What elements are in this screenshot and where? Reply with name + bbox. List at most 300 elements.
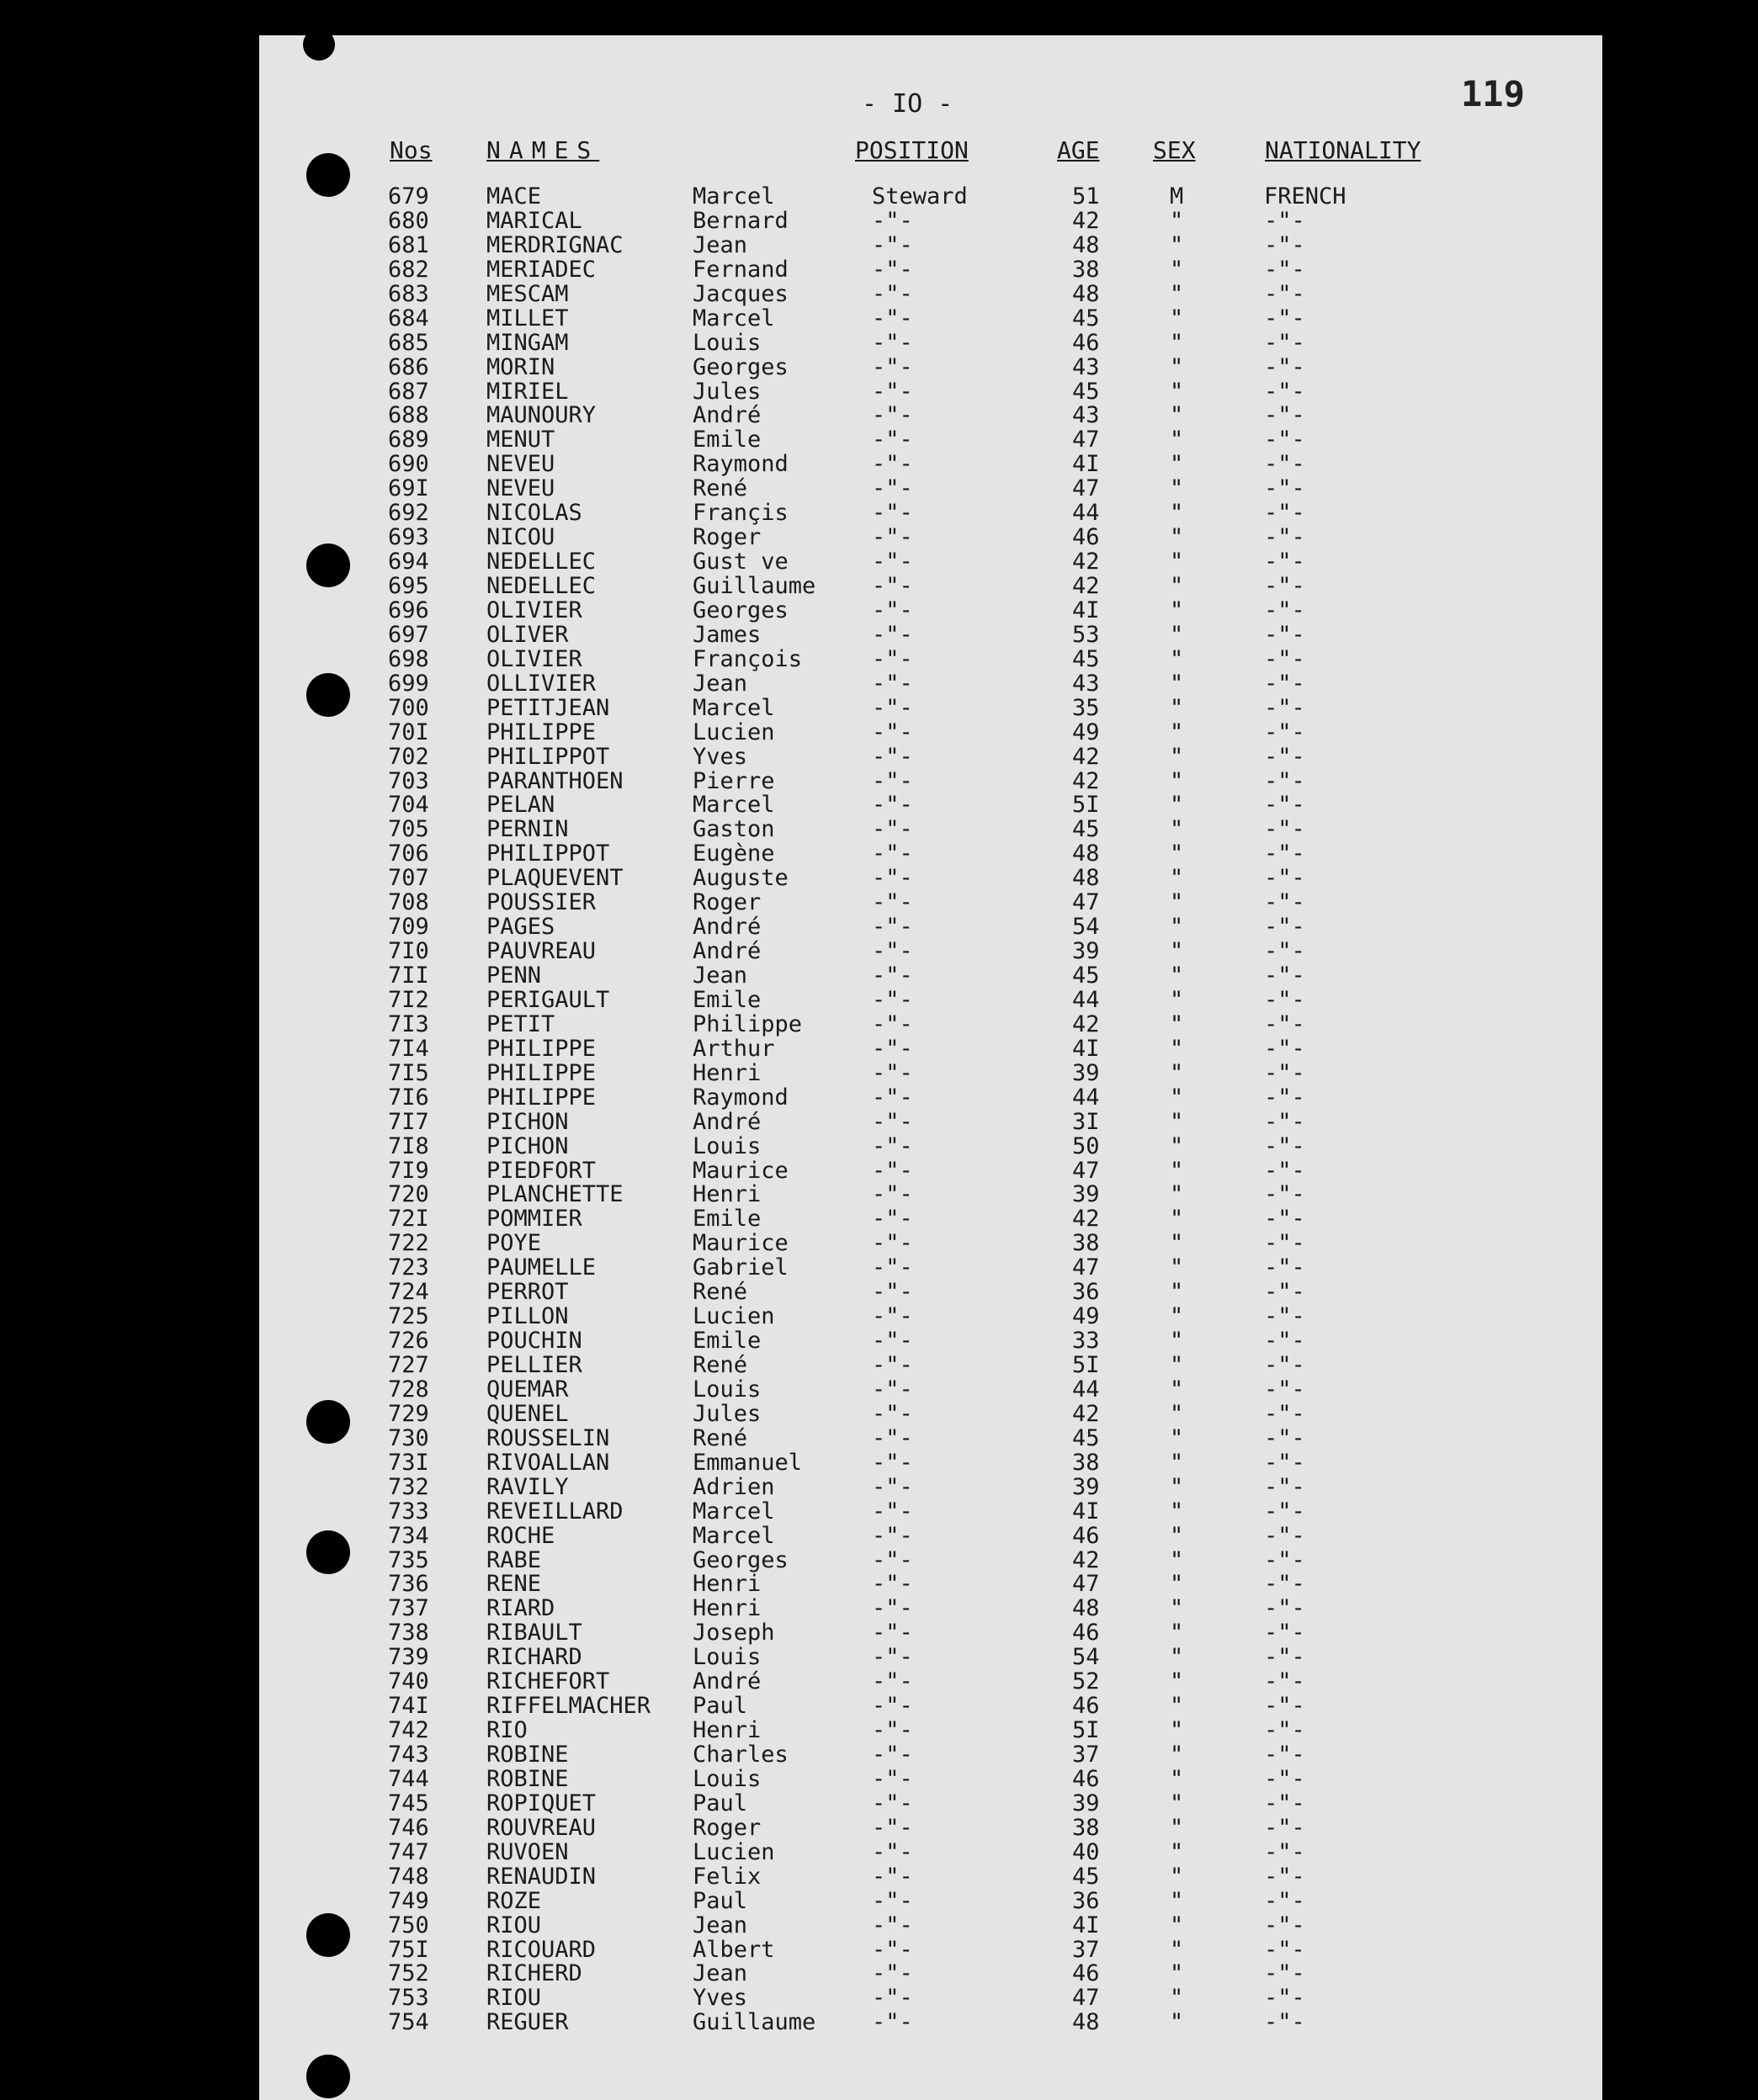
position: -"- (872, 1254, 913, 1281)
table-row (259, 890, 1602, 915)
position: -"- (872, 305, 913, 331)
first-name: Roger (693, 1814, 762, 1841)
sex: " (1170, 402, 1184, 429)
table-row (259, 769, 1602, 793)
first-name: Emmanuel (693, 1449, 803, 1476)
row-number: 683 (388, 280, 429, 307)
table-row (259, 1377, 1602, 1402)
first-name: Raymond (693, 1084, 789, 1111)
sex: " (1170, 1863, 1184, 1890)
position: -"- (872, 1863, 913, 1890)
age: 42 (1072, 549, 1100, 575)
age: 52 (1072, 1668, 1100, 1695)
nationality: -"- (1264, 865, 1305, 892)
age: 43 (1072, 670, 1100, 697)
sex: " (1170, 1449, 1184, 1476)
nationality: -"- (1264, 1571, 1305, 1598)
position: -"- (872, 1352, 913, 1378)
first-name: Auguste (693, 865, 789, 892)
punch-hole (303, 29, 335, 61)
first-name: Emile (693, 427, 762, 453)
age: 49 (1072, 1303, 1100, 1330)
surname: POUSSIER (486, 889, 597, 916)
position: -"- (872, 256, 913, 283)
age: 42 (1072, 767, 1100, 794)
position: -"- (872, 938, 913, 965)
age: 46 (1072, 524, 1100, 551)
row-number: 695 (388, 573, 429, 599)
header-position: POSITION (855, 136, 969, 164)
nationality: -"- (1264, 1424, 1305, 1451)
table-row (259, 525, 1602, 549)
surname: MENUT (486, 427, 555, 453)
nationality: -"- (1264, 1985, 1305, 2012)
surname: PHILIPPE (486, 1059, 597, 1086)
position: -"- (872, 1108, 913, 1135)
surname: PIEDFORT (486, 1157, 597, 1184)
sex: " (1170, 1498, 1184, 1525)
first-name: Pierre (693, 767, 775, 794)
sex: " (1170, 1887, 1184, 1914)
position: -"- (872, 1571, 913, 1598)
first-name: Yves (693, 1985, 748, 2012)
position: -"- (872, 231, 913, 258)
age: 46 (1072, 1522, 1100, 1549)
nationality: -"- (1264, 1620, 1305, 1647)
age: 40 (1072, 1838, 1100, 1865)
row-number: 70I (388, 719, 429, 745)
table-row (259, 184, 1602, 209)
surname: PICHON (486, 1132, 569, 1159)
age: 44 (1072, 1376, 1100, 1403)
sex: " (1170, 1181, 1184, 1208)
table-row (259, 1596, 1602, 1620)
row-number: 7I5 (388, 1059, 429, 1086)
first-name: André (693, 402, 762, 429)
table-row (259, 866, 1602, 890)
surname: OLIVER (486, 621, 569, 648)
table-row (259, 1791, 1602, 1816)
nationality: -"- (1264, 378, 1305, 405)
nationality: FRENCH (1264, 183, 1346, 209)
age: 53 (1072, 621, 1100, 648)
first-name: James (693, 621, 762, 648)
position: -"- (872, 743, 913, 770)
header-nos: Nos (390, 136, 433, 164)
row-number: 689 (388, 427, 429, 453)
position: -"- (872, 1960, 913, 1987)
age: 4I (1072, 1912, 1100, 1938)
position: -"- (872, 207, 913, 234)
age: 4I (1072, 1498, 1100, 1525)
row-number: 707 (388, 865, 429, 892)
age: 45 (1072, 645, 1100, 672)
age: 38 (1072, 1230, 1100, 1257)
header-nationality: NATIONALITY (1265, 136, 1421, 164)
table-row (259, 1816, 1602, 1840)
table-row (259, 476, 1602, 501)
nationality: -"- (1264, 1035, 1305, 1062)
position: -"- (872, 645, 913, 672)
row-number: 7I2 (388, 986, 429, 1013)
table-row (259, 1767, 1602, 1791)
surname: OLIVIER (486, 645, 582, 672)
nationality: -"- (1264, 1693, 1305, 1720)
nationality: -"- (1264, 1498, 1305, 1525)
table-row (259, 793, 1602, 817)
table-row (259, 355, 1602, 379)
row-number: 725 (388, 1303, 429, 1330)
row-number: 74I (388, 1693, 429, 1720)
surname: PHILIPPE (486, 1035, 597, 1062)
first-name: Gabriel (693, 1254, 789, 1281)
position: -"- (872, 1157, 913, 1184)
row-number: 722 (388, 1230, 429, 1257)
sheet-number-stamp: 119 (1461, 73, 1525, 114)
row-number: 752 (388, 1960, 429, 1987)
first-name: Philippe (693, 1010, 803, 1037)
surname: PLANCHETTE (486, 1181, 624, 1208)
first-name: Marcel (693, 1498, 775, 1525)
position: -"- (872, 1206, 913, 1233)
position: -"- (872, 1035, 913, 1062)
table-row (259, 1669, 1602, 1694)
first-name: Henri (693, 1181, 762, 1208)
surname: MACE (486, 183, 542, 209)
position: -"- (872, 865, 913, 892)
table-row (259, 331, 1602, 355)
row-number: 694 (388, 549, 429, 575)
nationality: -"- (1264, 645, 1305, 672)
position: -"- (872, 500, 913, 527)
first-name: Felix (693, 1863, 762, 1890)
surname: PERROT (486, 1279, 569, 1306)
row-number: 702 (388, 743, 429, 770)
surname: MORIN (486, 353, 555, 380)
first-name: René (693, 475, 748, 502)
nationality: -"- (1264, 792, 1305, 819)
table-row (259, 1328, 1602, 1353)
surname: RIOU (486, 1912, 542, 1938)
surname: RIARD (486, 1595, 555, 1622)
table-row (259, 1402, 1602, 1426)
first-name: André (693, 914, 762, 941)
table-row (259, 1572, 1602, 1596)
nationality: -"- (1264, 841, 1305, 867)
position: -"- (872, 841, 913, 867)
sex: " (1170, 1644, 1184, 1671)
age: 47 (1072, 427, 1100, 453)
table-row (259, 306, 1602, 331)
first-name: Gust ve (693, 549, 789, 575)
nationality: -"- (1264, 573, 1305, 599)
sex: " (1170, 475, 1184, 502)
table-row (259, 233, 1602, 257)
surname: MESCAM (486, 280, 569, 307)
sex: " (1170, 500, 1184, 527)
table-row (259, 501, 1602, 525)
nationality: -"- (1264, 670, 1305, 697)
sex: " (1170, 938, 1184, 965)
crew-list (259, 184, 1602, 2034)
row-number: 732 (388, 1473, 429, 1500)
first-name: Louis (693, 1644, 762, 1671)
table-row (259, 549, 1602, 574)
position: -"- (872, 1376, 913, 1403)
age: 47 (1072, 1985, 1100, 2012)
surname: PAGES (486, 914, 555, 941)
surname: RICHEFORT (486, 1668, 610, 1695)
row-number: 687 (388, 378, 429, 405)
row-number: 723 (388, 1254, 429, 1281)
position: -"- (872, 573, 913, 599)
age: 5I (1072, 1717, 1100, 1744)
first-name: Jean (693, 231, 748, 258)
first-name: Lucien (693, 1303, 775, 1330)
position: -"- (872, 816, 913, 843)
nationality: -"- (1264, 1157, 1305, 1184)
age: 4I (1072, 1035, 1100, 1062)
nationality: -"- (1264, 1181, 1305, 1208)
row-number: 705 (388, 816, 429, 843)
sex: " (1170, 1254, 1184, 1281)
punch-hole (306, 2055, 350, 2098)
nationality: -"- (1264, 621, 1305, 648)
row-number: 72I (388, 1206, 429, 1233)
row-number: 680 (388, 207, 429, 234)
row-number: 704 (388, 792, 429, 819)
nationality: -"- (1264, 1887, 1305, 1914)
nationality: -"- (1264, 1742, 1305, 1768)
row-number: 708 (388, 889, 429, 916)
position: -"- (872, 1814, 913, 1841)
surname: PLAQUEVENT (486, 865, 624, 892)
row-number: 7I6 (388, 1084, 429, 1111)
sex: " (1170, 889, 1184, 916)
row-number: 749 (388, 1887, 429, 1914)
nationality: -"- (1264, 2009, 1305, 2036)
row-number: 735 (388, 1546, 429, 1573)
sex: " (1170, 207, 1184, 234)
age: 38 (1072, 1814, 1100, 1841)
first-name: René (693, 1279, 748, 1306)
first-name: Emile (693, 986, 762, 1013)
sex: " (1170, 1352, 1184, 1378)
nationality: -"- (1264, 1010, 1305, 1037)
row-number: 706 (388, 841, 429, 867)
position: -"- (872, 1985, 913, 2012)
first-name: André (693, 1108, 762, 1135)
position: -"- (872, 1059, 913, 1086)
age: 46 (1072, 1960, 1100, 1987)
row-number: 7I9 (388, 1157, 429, 1184)
table-row (259, 623, 1602, 647)
surname: ROCHE (486, 1522, 555, 1549)
nationality: -"- (1264, 1960, 1305, 1987)
position: -"- (872, 719, 913, 745)
table-row (259, 1840, 1602, 1864)
nationality: -"- (1264, 1449, 1305, 1476)
surname: RABE (486, 1546, 542, 1573)
first-name: Marcel (693, 792, 775, 819)
sex: " (1170, 1035, 1184, 1062)
row-number: 733 (388, 1498, 429, 1525)
first-name: André (693, 938, 762, 965)
sex: " (1170, 1132, 1184, 1159)
row-number: 696 (388, 597, 429, 623)
nationality: -"- (1264, 1230, 1305, 1257)
surname: MARICAL (486, 207, 582, 234)
row-number: 690 (388, 451, 429, 478)
position: -"- (872, 792, 913, 819)
age: 48 (1072, 841, 1100, 867)
row-number: 724 (388, 1279, 429, 1306)
position: -"- (872, 549, 913, 575)
row-number: 703 (388, 767, 429, 794)
nationality: -"- (1264, 694, 1305, 721)
row-number: 697 (388, 621, 429, 648)
row-number: 737 (388, 1595, 429, 1622)
position: -"- (872, 2009, 913, 2036)
first-name: Marcel (693, 305, 775, 331)
position: -"- (872, 1498, 913, 1525)
surname: NEVEU (486, 475, 555, 502)
surname: PETIT (486, 1010, 555, 1037)
table-row (259, 817, 1602, 841)
age: 47 (1072, 475, 1100, 502)
table-row (259, 963, 1602, 988)
row-number: 688 (388, 402, 429, 429)
age: 4I (1072, 451, 1100, 478)
first-name: Arthur (693, 1035, 775, 1062)
position: -"- (872, 427, 913, 453)
first-name: Eugène (693, 841, 775, 867)
position: -"- (872, 1010, 913, 1037)
table-row (259, 720, 1602, 745)
sex: " (1170, 1571, 1184, 1598)
surname: PAUMELLE (486, 1254, 597, 1281)
sex: " (1170, 1376, 1184, 1403)
age: 48 (1072, 865, 1100, 892)
position: -"- (872, 1644, 913, 1671)
surname: MERIADEC (486, 256, 597, 283)
first-name: Henri (693, 1571, 762, 1598)
row-number: 7I0 (388, 938, 429, 965)
nationality: -"- (1264, 1084, 1305, 1111)
nationality: -"- (1264, 475, 1305, 502)
sex: " (1170, 1400, 1184, 1427)
surname: PHILIPPE (486, 719, 597, 745)
table-row (259, 1718, 1602, 1742)
nationality: -"- (1264, 402, 1305, 429)
position: -"- (872, 524, 913, 551)
age: 46 (1072, 1765, 1100, 1792)
table-row (259, 1426, 1602, 1450)
sex: " (1170, 1620, 1184, 1647)
first-name: Jean (693, 962, 748, 989)
age: 36 (1072, 1887, 1100, 1914)
position: -"- (872, 451, 913, 478)
row-number: 726 (388, 1328, 429, 1355)
sex: " (1170, 451, 1184, 478)
first-name: Jacques (693, 280, 789, 307)
age: 54 (1072, 1644, 1100, 1671)
surname: QUEMAR (486, 1376, 569, 1403)
first-name: Emile (693, 1328, 762, 1355)
first-name: François (693, 645, 803, 672)
table-row (259, 1159, 1602, 1183)
first-name: Adrien (693, 1473, 775, 1500)
nationality: -"- (1264, 1912, 1305, 1938)
surname: PAUVREAU (486, 938, 597, 965)
table-row (259, 403, 1602, 427)
age: 42 (1072, 207, 1100, 234)
row-number: 736 (388, 1571, 429, 1598)
position: -"- (872, 1181, 913, 1208)
nationality: -"- (1264, 451, 1305, 478)
surname: PHILIPPOT (486, 743, 610, 770)
nationality: -"- (1264, 1765, 1305, 1792)
nationality: -"- (1264, 1400, 1305, 1427)
nationality: -"- (1264, 1644, 1305, 1671)
sex: " (1170, 1765, 1184, 1792)
age: 42 (1072, 743, 1100, 770)
table-row (259, 1206, 1602, 1231)
position: -"- (872, 889, 913, 916)
age: 43 (1072, 402, 1100, 429)
first-name: René (693, 1424, 748, 1451)
nationality: -"- (1264, 1863, 1305, 1890)
nationality: -"- (1264, 962, 1305, 989)
age: 39 (1072, 1181, 1100, 1208)
age: 37 (1072, 1936, 1100, 1963)
table-row (259, 1620, 1602, 1645)
table-row (259, 1134, 1602, 1159)
position: -"- (872, 694, 913, 721)
position: -"- (872, 1084, 913, 1111)
position: -"- (872, 1328, 913, 1355)
age: 47 (1072, 889, 1100, 916)
age: 43 (1072, 353, 1100, 380)
age: 39 (1072, 1473, 1100, 1500)
nationality: -"- (1264, 207, 1305, 234)
surname: PARANTHOEN (486, 767, 624, 794)
row-number: 742 (388, 1717, 429, 1744)
age: 33 (1072, 1328, 1100, 1355)
age: 47 (1072, 1571, 1100, 1598)
nationality: -"- (1264, 549, 1305, 575)
nationality: -"- (1264, 914, 1305, 941)
table-row (259, 1913, 1602, 1938)
table-row (259, 841, 1602, 866)
surname: POUCHIN (486, 1328, 582, 1355)
sex: " (1170, 305, 1184, 331)
position: -"- (872, 280, 913, 307)
sex: " (1170, 1108, 1184, 1135)
row-number: 750 (388, 1912, 429, 1938)
sex: " (1170, 1960, 1184, 1987)
surname: PICHON (486, 1108, 569, 1135)
sex: " (1170, 841, 1184, 867)
surname: PERNIN (486, 816, 569, 843)
age: 45 (1072, 816, 1100, 843)
surname: PHILIPPOT (486, 841, 610, 867)
surname: ROPIQUET (486, 1790, 597, 1816)
table-row (259, 1938, 1602, 1962)
surname: NICOLAS (486, 500, 582, 527)
age: 45 (1072, 1424, 1100, 1451)
nationality: -"- (1264, 1376, 1305, 1403)
